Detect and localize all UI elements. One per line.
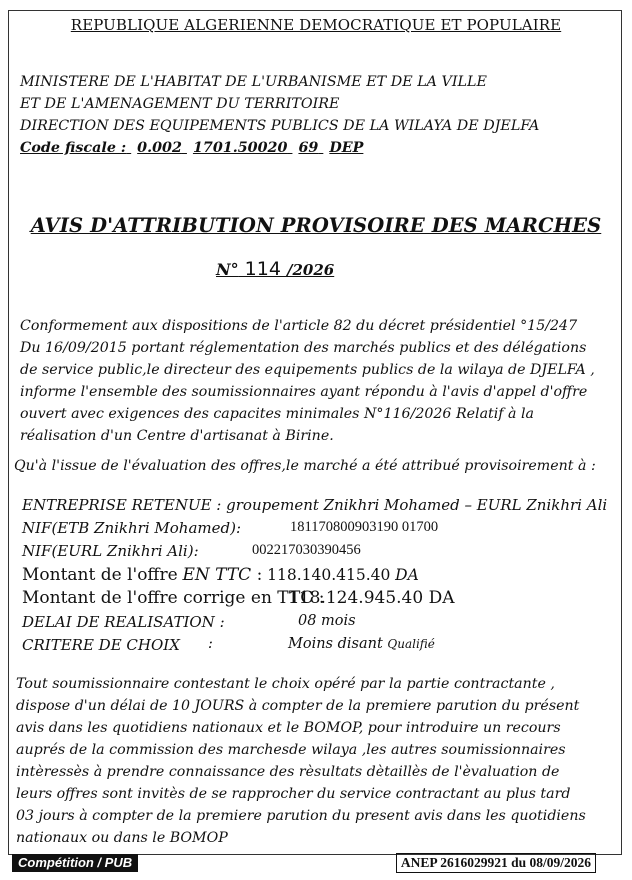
- intro-line: de service public,le directeur des equipements publics de la wilaya de DJELFA ,: [20, 362, 595, 378]
- notice-title: AVIS D'ATTRIBUTION PROVISOIRE DES MARCHES: [30, 214, 602, 237]
- intro-line: Conformement aux dispositions de l'article 82 du décret présidentiel °15/247: [20, 318, 578, 334]
- recours-line: dispose d'un délai de 10 JOURS à compter de la premiere parution du présent: [16, 698, 580, 714]
- recours-line: auprés de la commission des marchesde wilaya ,les autres soumissionnaires: [16, 742, 566, 758]
- fiscal-code-part-2: 1701.50020: [192, 140, 288, 156]
- ministry-block: [20, 71, 610, 159]
- montant-label: Montant de l'offre EN TTC : 118.140.415.40 DA: [22, 565, 419, 585]
- recours-line: nationaux ou dans le BOMOP: [16, 830, 228, 846]
- recours-line: 03 jours à compter de la premiere parution du present avis dans les quotidiens: [16, 808, 586, 824]
- award-details: [22, 496, 622, 659]
- ministry-line-1: MINISTERE DE L'HABITAT DE L'URBANISME ET DE LA VILLE: [20, 74, 487, 90]
- nif2-row: [22, 542, 622, 565]
- fiscal-code-label: Code fiscale :: [20, 140, 127, 156]
- critere-label: CRITERE DE CHOIX: [22, 636, 180, 654]
- recours-paragraph: [16, 673, 620, 849]
- recours-line: Tout soumissionnaire contestant le choix opéré par la partie contractante ,: [16, 676, 555, 692]
- nif1-value: 181170800903190 01700: [290, 519, 439, 535]
- intro-line: réalisation d'un Centre d'artisanat à Birine.: [20, 428, 334, 444]
- fiscal-code-part-1: 0.002: [137, 140, 182, 156]
- fiscal-code-line: [20, 137, 610, 159]
- ministry-line-2: ET DE L'AMENAGEMENT DU TERRITOIRE: [20, 96, 340, 112]
- result-line: Qu'à l'issue de l'évaluation des offres,le marché a été attribué provisoirement à :: [14, 458, 596, 474]
- fiscal-code-part-3: 69: [298, 140, 319, 156]
- intro-paragraph: [20, 315, 620, 447]
- nif2-label: NIF(EURL Znikhri Ali):: [22, 542, 199, 560]
- delai-label: DELAI DE REALISATION :: [22, 613, 225, 631]
- recours-line: avis dans les quotidiens nationaux et le BOMOP, pour introduire un recours: [16, 720, 561, 736]
- nif1-label: NIF(ETB Znikhri Mohamed):: [22, 519, 242, 537]
- corrige-row: [22, 588, 622, 613]
- corrige-label: Montant de l'offre corrige en TTC :: [22, 588, 325, 608]
- notice-number: [216, 258, 334, 280]
- entreprise-value: groupement Znikhri Mohamed – EURL Znikhri Ali: [226, 496, 608, 514]
- result-paragraph: [14, 455, 614, 477]
- notice-number-year: /2026: [286, 261, 335, 279]
- notice-number-label: N°: [216, 260, 239, 279]
- critere-row: [22, 636, 622, 659]
- document-page: [6, 4, 626, 872]
- delai-value: 08 mois: [298, 613, 356, 629]
- montant-currency: DA: [395, 566, 419, 584]
- recours-line: intèressès à prendre connaissance des rèsultats dètaillès de l'èvaluation de: [16, 764, 560, 780]
- notice-number-value: 114: [238, 258, 287, 280]
- entreprise-label: ENTREPRISE RETENUE : groupement Znikhri Mohamed – EURL Znikhri Ali: [22, 496, 608, 514]
- nif2-value: 002217030390456: [252, 542, 361, 558]
- recours-line: leurs offres sont invitès de se rapprocher du service contractant au plus tard: [16, 786, 571, 802]
- montant-row: [22, 565, 622, 588]
- republic-header: REPUBLIQUE ALGERIENNE DEMOCRATIQUE ET POPULAIRE: [70, 16, 562, 34]
- delai-row: [22, 613, 622, 636]
- nif1-row: [22, 519, 622, 542]
- montant-value: 118.140.415.40: [267, 566, 391, 584]
- ministry-line-3: DIRECTION DES EQUIPEMENTS PUBLICS DE LA WILAYA DE DJELFA: [20, 118, 540, 134]
- critere-sep: :: [208, 636, 213, 652]
- critere-value: Moins disant Qualifié: [288, 636, 435, 652]
- intro-line: Du 16/09/2015 portant réglementation des marchés publics et des délégations: [20, 340, 587, 356]
- fiscal-code-part-4: DEP: [329, 140, 364, 156]
- intro-line: ouvert avec exigences des capacites minimales N°116/2026 Relatif à la: [20, 406, 534, 422]
- footer-anep-reference: ANEP 2616029921 du 08/09/2026: [396, 853, 596, 873]
- footer-category-badge: Compétition / PUB: [12, 854, 138, 872]
- intro-line: informe l'ensemble des soumissionnaires ayant répondu à l'avis d'appel d'offre: [20, 384, 588, 400]
- corrige-value: 118.124.945.40 DA: [288, 588, 455, 608]
- entreprise-row: [22, 496, 622, 519]
